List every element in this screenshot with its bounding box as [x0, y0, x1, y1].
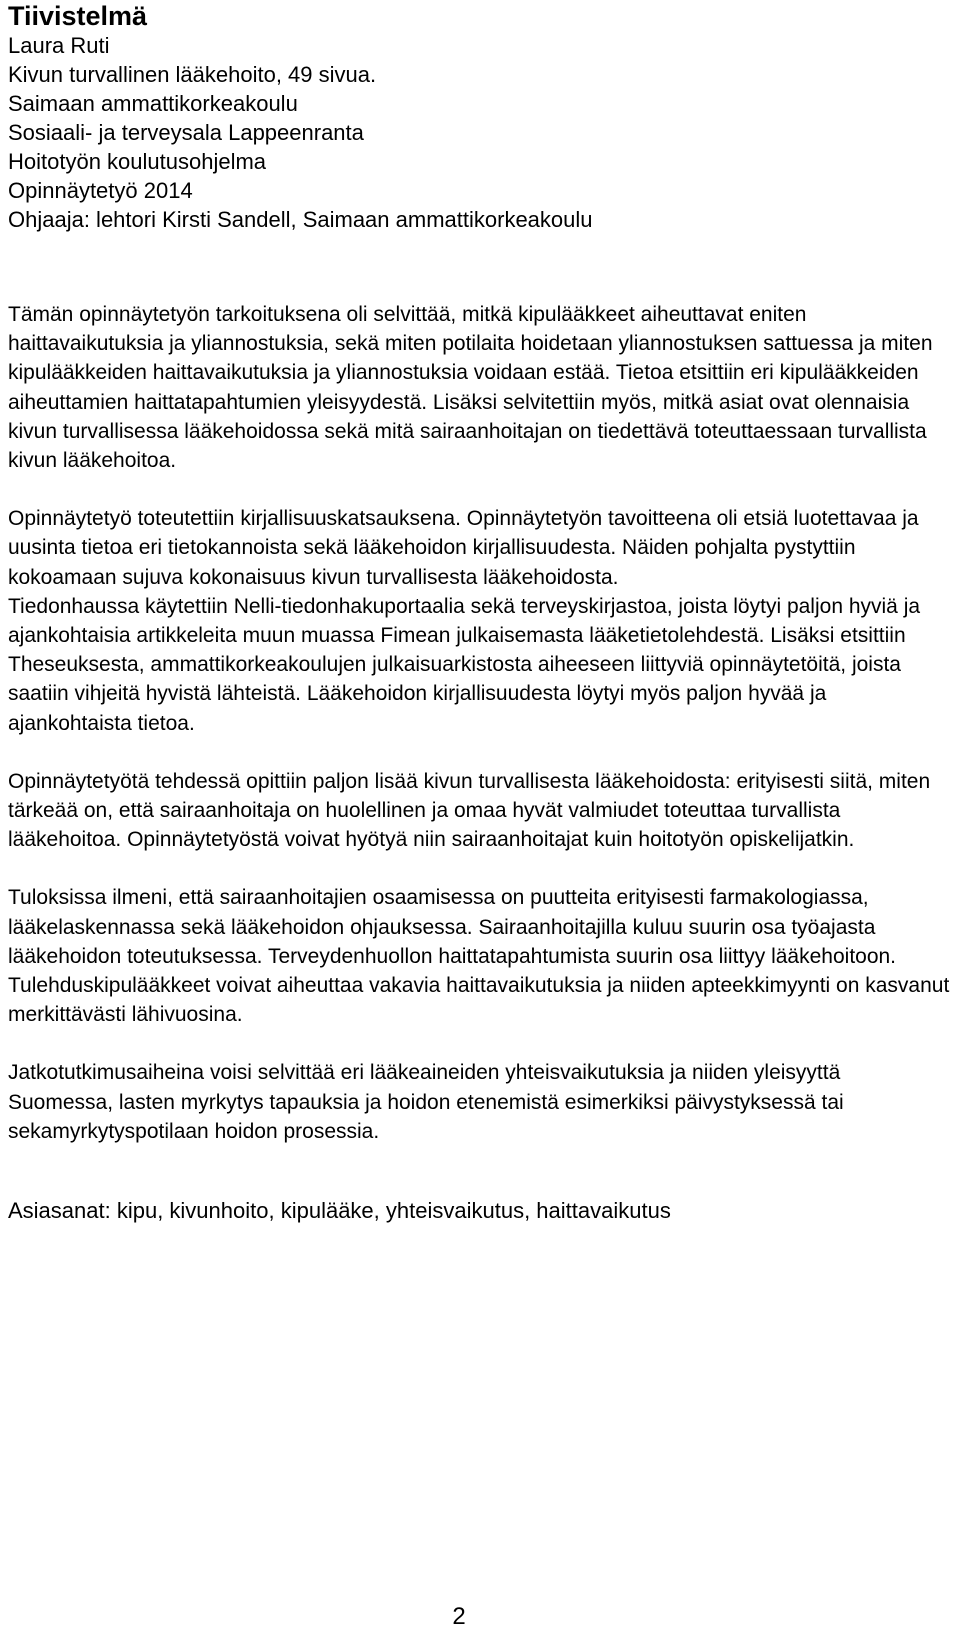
thesis-title-pages: Kivun turvallinen lääkehoito, 49 sivua. — [8, 62, 377, 87]
page-number: 2 — [452, 1603, 466, 1630]
paragraph-purpose: Tämän opinnäytetyön tarkoituksena oli selvittää, mitkä kipulääkkeet aiheuttavat eniten haittavaikutuksia ja yliannostuksia, sekä miten potilaita hoidetaan yliannostuksen sattuessa ja miten kipulääkkeiden haittavaikutuksia ja yliannostuksia voidaan estää. Tietoa etsittiin eri kipulääkkeiden aiheuttamien haittatapahtumien yleisyydestä. Lisäksi selvitettiin myös, mitkä asiat ovat olennaisia kivun turvallisessa lääkehoidossa sekä mitä sairaanhoitajan on tiedettävä toteuttaessaan turvallista kivun lääkehoitoa. — [8, 303, 933, 473]
school-name: Saimaan ammattikorkeakoulu — [8, 91, 298, 116]
supervisor: Ohjaaja: lehtori Kirsti Sandell, Saimaan ammattikorkeakoulu — [8, 207, 593, 232]
paragraph-further-research: Jatkotutkimusaiheina voisi selvittää eri lääkeaineiden yhteisvaikutuksia ja niiden yleisyyttä Suomessa, lasten myrkytys tapauksia ja hoidon etenemistä esimerkiksi päivystyksessä tai sekamyrkytyspotilaan hoidon prosessia. — [8, 1061, 844, 1143]
document-page — [8, 0, 952, 1225]
keywords: Asiasanat: kipu, kivunhoito, kipulääke, yhteisvaikutus, haittavaikutus — [8, 1198, 671, 1224]
paragraph-learning: Opinnäytetyötä tehdessä opittiin paljon lisää kivun turvallisesta lääkehoidosta: erityisesti siitä, miten tärkeää on, että sairaanhoitaja on huolellinen ja omaa hyvät valmiudet toteuttaa turvallista lääkehoitoa. Opinnäytetyöstä voivat hyötyä niin sairaanhoitajat kuin hoitotyön opiskelijatkin. — [8, 769, 931, 852]
department-name: Sosiaali- ja terveysala Lappeenranta — [8, 120, 364, 145]
author-name: Laura Ruti — [8, 33, 110, 58]
paragraph-method: Opinnäytetyö toteutettiin kirjallisuuskatsauksena. Opinnäytetyön tavoitteena oli etsiä luotettavaa ja uusinta tietoa eri tietokannoista sekä lääkehoidon kirjallisuudesta. Näiden pohjalta pystyttiin kokoamaan sujuva kokonaisuus kivun turvallisesta lääkehoidosta. — [8, 507, 919, 589]
thesis-metadata — [8, 31, 952, 234]
thesis-year: Opinnäytetyö 2014 — [8, 178, 193, 203]
paragraph-search: Tiedonhaussa käytettiin Nelli-tiedonhakuportaalia sekä terveyskirjastoa, joista löytyi paljon hyviä ja ajankohtaisia artikkeleita muun muassa Fimean julkaisemasta lääketietolehdestä. Lisäksi etsittiin Theseuksesta, ammattikorkeakoulujen julkaisuarkistosta aiheeseen liittyviä opinnäytetöitä, joista saatiin vihjeitä hyvistä lähteistä. Lääkehoidon kirjallisuudesta löytyi myös paljon hyvää ja ajankohtaista tietoa. — [8, 594, 921, 735]
paragraph-results: Tuloksissa ilmeni, että sairaanhoitajien osaamisessa on puutteita erityisesti farmakologiassa, lääkelaskennassa sekä lääkehoidon ohjauksessa. Sairaanhoitajilla kuluu suurin osa työajasta lääkehoidon toteutuksessa. Terveydenhuollon haittatapahtumista suurin osa liittyy lääkehoitoon. Tulehduskipulääkkeet voivat aiheuttaa vakavia haittavaikutuksia ja niiden apteekkimyynti on kasvanut merkittävästi lähivuosina. — [8, 886, 950, 1027]
page-title: Tiivistelmä — [8, 1, 148, 31]
program-name: Hoitotyön koulutusohjelma — [8, 149, 267, 174]
